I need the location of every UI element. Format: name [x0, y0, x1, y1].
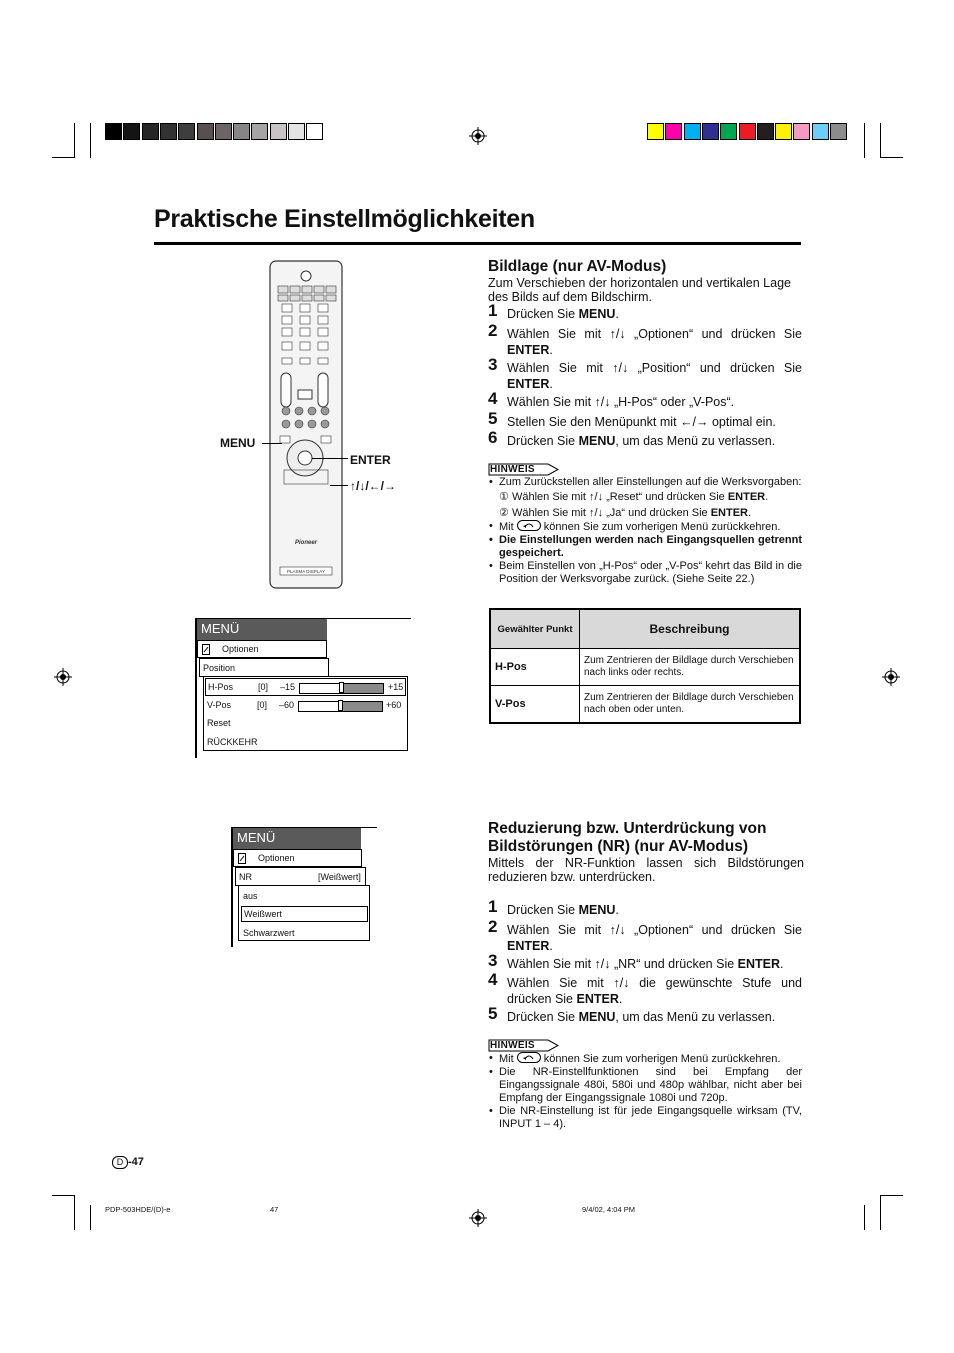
step-item	[488, 321, 802, 358]
arrows-callout: ↑/↓/←/→	[350, 479, 397, 493]
remote-plasma: PLASMA DISPLAY	[287, 569, 325, 574]
table-header: Gewählter Punkt	[490, 609, 580, 649]
color-swatch	[812, 123, 829, 140]
menu-row-reset[interactable]: Reset	[207, 718, 231, 728]
page-letter: D	[112, 1156, 128, 1169]
gray-swatch	[197, 123, 214, 140]
crop-mark	[90, 123, 91, 158]
gray-swatch	[123, 123, 140, 140]
step-item	[488, 301, 802, 322]
callout-line	[262, 443, 282, 444]
enter-callout: ENTER	[350, 453, 391, 467]
vpos-slider[interactable]	[298, 701, 383, 712]
note-subitem: ① Wählen Sie mit ↑/↓ „Reset“ und drücken Sie ENTER.	[499, 491, 769, 503]
step-number: 4	[488, 389, 498, 408]
crop-mark	[880, 157, 903, 158]
position-submenu: H-Pos [0] –15 +15 V-Pos [0] –60 +60 Reset RÜCKKEHR	[203, 676, 408, 751]
hinweis-label: HINWEIS	[488, 1039, 560, 1052]
section1-heading: Bildlage (nur AV-Modus)	[488, 258, 667, 275]
registration-mark-icon	[469, 1209, 487, 1227]
note-item: • Mit können Sie zum vorherigen Menü zurückkehren.	[489, 520, 781, 533]
crop-mark	[52, 157, 75, 158]
gray-swatch	[142, 123, 159, 140]
menu-row-optionen[interactable]: Optionen	[233, 849, 362, 867]
crop-mark	[864, 123, 865, 158]
step-item	[488, 355, 802, 392]
step-number: 5	[488, 409, 498, 428]
step-number: 5	[488, 1004, 498, 1023]
nr-submenu	[238, 885, 370, 941]
section2-intro: Mittels der NR-Funktion lassen sich Bildstörungen reduzieren bzw. unterdrücken.	[488, 856, 804, 884]
gray-swatch	[105, 123, 122, 140]
step-text: Drücken Sie MENU.	[507, 307, 619, 321]
color-swatch	[757, 123, 774, 140]
gray-swatch	[233, 123, 250, 140]
note-subitem: ② Wählen Sie mit ↑/↓ „Ja“ und drücken Sie ENTER.	[499, 507, 752, 519]
crop-mark	[52, 1195, 75, 1196]
step-text: Wählen Sie mit ↑/↓ „H-Pos“ oder „V-Pos“.	[507, 395, 735, 409]
step-text: Wählen Sie mit ↑/↓ „Position“ und drücken Sie ENTER.	[507, 361, 802, 391]
callout-line	[312, 458, 348, 459]
step-item	[488, 1004, 802, 1025]
footer-page: 47	[270, 1205, 279, 1214]
note-item: • Die NR-Einstellfunktionen sind bei Empfang der Eingangssignale 480i, 580i und 480p wählbar, nicht aber bei Empfang der Eingangssignale 1080i und 720p.	[489, 1066, 802, 1104]
section1-notes	[488, 476, 802, 586]
crop-mark	[864, 1205, 865, 1230]
gray-swatch	[251, 123, 268, 140]
step-number: 3	[488, 951, 498, 970]
hinweis-label: HINWEIS	[488, 463, 560, 476]
registration-mark-icon	[54, 668, 72, 686]
menu-callout: MENU	[220, 436, 256, 450]
menu-row-position[interactable]: Position	[199, 658, 329, 677]
color-swatch	[702, 123, 719, 140]
step-item	[488, 951, 802, 972]
option-weisswert[interactable]: Weißwert	[241, 906, 368, 922]
step-text: Stellen Sie den Menüpunkt mit ←/→ optimal ein.	[507, 415, 776, 429]
page-number: D -47	[112, 1156, 144, 1169]
crop-mark	[90, 1205, 91, 1230]
menu-row-hpos[interactable]: H-Pos [0] –15 +15	[205, 678, 406, 696]
gray-swatch	[288, 123, 305, 140]
gray-swatch	[306, 123, 323, 140]
remote-control-icon	[268, 260, 344, 590]
color-swatch	[830, 123, 847, 140]
step-item	[488, 409, 802, 430]
slider-fill	[300, 684, 342, 693]
remote-brand: Pioneer	[294, 540, 318, 546]
menu-row-rueckkehr[interactable]: RÜCKKEHR	[207, 737, 258, 747]
color-swatch	[665, 123, 682, 140]
slider-knob[interactable]	[338, 700, 343, 711]
gray-swatch	[160, 123, 177, 140]
note-item: • Die NR-Einstellung ist für jede Eingangsquelle wirksam (TV, INPUT 1 – 4).	[489, 1105, 802, 1130]
step-item	[488, 970, 802, 1007]
title-rule	[154, 242, 801, 245]
step-number: 2	[488, 917, 498, 936]
table-row: V-Pos Zum Zentrieren der Bildlage durch Verschieben nach oben oder unten.	[490, 686, 800, 723]
step-text: Wählen Sie mit ↑/↓ die gewünschte Stufe und drücken Sie ENTER.	[507, 976, 802, 1006]
table-row: H-Pos Zum Zentrieren der Bildlage durch Verschieben nach links oder rechts.	[490, 649, 800, 686]
crop-mark	[880, 1195, 881, 1230]
position-table	[489, 608, 801, 724]
crop-mark	[880, 1195, 903, 1196]
option-aus[interactable]: aus	[243, 891, 258, 901]
section2-notes	[488, 1052, 802, 1131]
step-number: 2	[488, 321, 498, 340]
menu-header: MENÜ	[233, 828, 361, 849]
note-item: • Beim Einstellen von „H-Pos“ oder „V-Pos“ kehrt das Bild in die Position der Werksvorgabe zurück. (Siehe Seite 22.)	[489, 560, 802, 585]
note-item: • Mit können Sie zum vorherigen Menü zurückkehren.	[489, 1052, 781, 1065]
color-swatch	[775, 123, 792, 140]
return-button-icon	[517, 520, 541, 531]
gray-swatch	[215, 123, 232, 140]
hpos-slider[interactable]	[299, 683, 384, 694]
return-button-icon	[517, 1052, 541, 1063]
color-swatch	[739, 123, 756, 140]
footer-file: PDP-503HDE/(D)-e	[105, 1205, 171, 1214]
color-swatch	[793, 123, 810, 140]
step-number: 1	[488, 897, 498, 916]
note-item: • Zum Zurückstellen aller Einstellungen auf die Werksvorgaben: ① Wählen Sie mit ↑/↓ „Reset“ und drücken Sie ENTER. ② Wählen Sie mit ↑/↓ „Ja“ und drücken Sie ENTER.	[489, 476, 802, 519]
step-text: Wählen Sie mit ↑/↓ „Optionen“ und drücken Sie ENTER.	[507, 923, 802, 953]
step-item	[488, 897, 802, 918]
footer-date: 9/4/02, 4:04 PM	[582, 1205, 635, 1214]
gray-swatch	[270, 123, 287, 140]
step-text: Drücken Sie MENU.	[507, 903, 619, 917]
options-icon	[238, 853, 246, 864]
options-icon	[202, 644, 210, 655]
page-title: Praktische Einstellmöglichkeiten	[154, 205, 535, 233]
crop-mark	[880, 123, 881, 158]
menu-row-nr[interactable]: NR [Weißwert]	[235, 867, 366, 886]
step-text: Wählen Sie mit ↑/↓ „Optionen“ und drücken Sie ENTER.	[507, 327, 802, 357]
step-number: 3	[488, 355, 498, 374]
registration-mark-icon	[469, 127, 487, 145]
crop-mark	[74, 123, 75, 158]
table-header: Beschreibung	[580, 609, 801, 649]
crop-mark	[74, 1195, 75, 1230]
gray-swatch	[178, 123, 195, 140]
callout-line	[330, 485, 348, 486]
color-swatch	[720, 123, 737, 140]
step-item	[488, 428, 802, 449]
option-schwarzwert[interactable]: Schwarzwert	[243, 928, 295, 938]
step-text: Drücken Sie MENU, um das Menü zu verlassen.	[507, 434, 776, 448]
step-text: Drücken Sie MENU, um das Menü zu verlassen.	[507, 1010, 776, 1024]
color-swatch	[684, 123, 701, 140]
note-item: • Die Einstellungen werden nach Eingangsquellen getrennt gespeichert.	[489, 534, 802, 559]
menu-header: MENÜ	[197, 619, 327, 640]
section1-intro: Zum Verschieben der horizontalen und vertikalen Lage des Bilds auf dem Bildschirm.	[488, 276, 791, 304]
color-swatch	[647, 123, 664, 140]
step-number: 4	[488, 970, 498, 989]
step-text: Wählen Sie mit ↑/↓ „NR“ und drücken Sie ENTER.	[507, 957, 784, 971]
menu-row-vpos-label[interactable]: V-Pos	[207, 700, 232, 710]
slider-fill	[299, 702, 341, 711]
step-number: 1	[488, 301, 498, 320]
registration-mark-icon	[882, 668, 900, 686]
menu-row-optionen[interactable]: Optionen	[197, 640, 327, 658]
step-item	[488, 917, 802, 954]
step-item	[488, 389, 802, 410]
slider-knob[interactable]	[339, 682, 344, 693]
step-number: 6	[488, 428, 498, 447]
section2-heading: Reduzierung bzw. Unterdrückung von Bildstörungen (NR) (nur AV-Modus)	[488, 820, 767, 855]
